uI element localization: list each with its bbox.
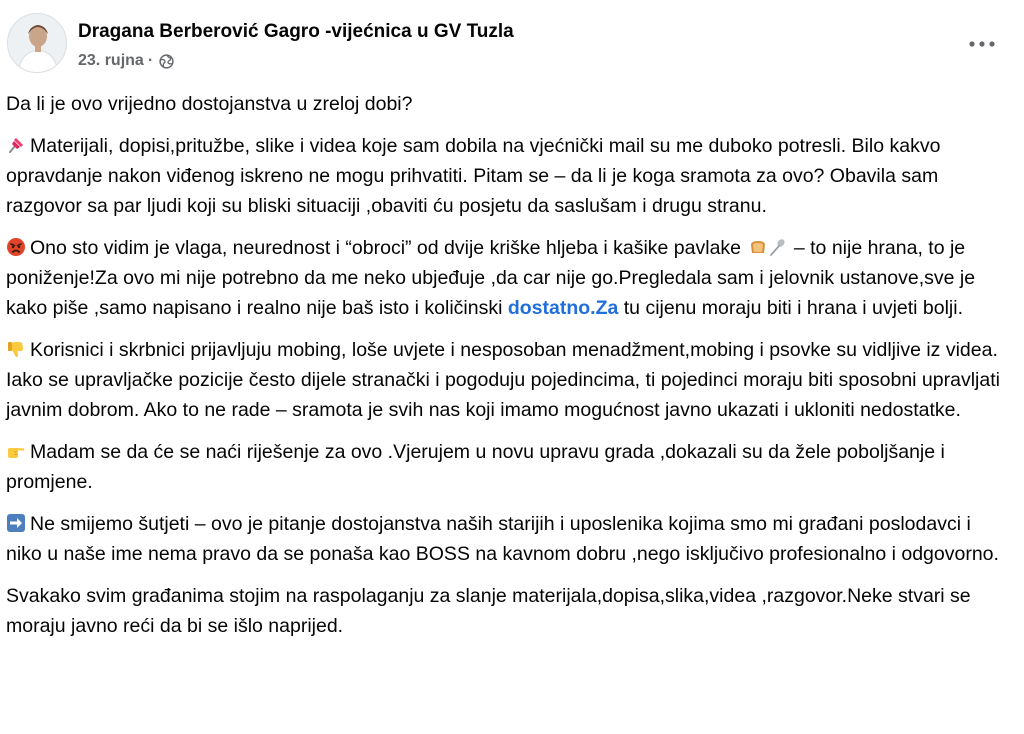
paragraph-text: Ono sto vidim je vlaga, neurednost i “obroci” od dvije kriške hljeba i kašike pavlake [30, 237, 742, 259]
post-body [6, 89, 1006, 653]
pushpin-icon [6, 135, 26, 155]
paragraph-text: Materijali, dopisi,pritužbe, slike i videa koje sam dobila na vjećnički mail su me duboko potresli. Bilo kakvo opravdanje nakon viđenog iskreno ne mogu prihvatiti. Pitam se – da li je koga sramota za ovo? Obavila sam razgovor sa par ljudi koji su bliski situaciji ,obaviti ću posjetu da saslušam i drugu stranu. [6, 135, 941, 217]
right-arrow-icon [6, 513, 26, 533]
paragraph-availability [6, 581, 1006, 641]
more-options-icon [969, 41, 995, 47]
hashtag-link[interactable]: dostatno.Za [507, 297, 619, 319]
paragraph-complaints [6, 335, 1006, 425]
globe-icon[interactable] [159, 54, 174, 69]
paragraph-hope [6, 437, 1006, 497]
paragraph-text: Svakako svim građanima stojim na raspolaganju za slanje materijala,dopisa,slika,videa ,razgovor.Neke stvari se moraju javno reći da bi se išlo naprijed. [6, 585, 971, 637]
post-date[interactable]: 23. rujna [78, 52, 144, 69]
paragraph-materials [6, 131, 1006, 221]
paragraph-text: tu cijenu moraju biti i hrana i uvjeti bolji. [618, 297, 964, 319]
post-meta [78, 52, 174, 70]
angry-face-icon [6, 237, 26, 257]
paragraph-text: Madam se da će se naći riješenje za ovo .Vjerujem u novu upravu grada ,dokazali su da žele poboljšanje i promjene. [6, 441, 945, 493]
paragraph-silence [6, 509, 1006, 569]
bread-icon [748, 237, 768, 257]
post-header [0, 0, 1024, 96]
paragraph-text: Da li je ovo vrijedno dostojanstva u zreloj dobi? [6, 93, 413, 115]
avatar-photo [8, 14, 67, 73]
thumbs-down-icon [6, 339, 26, 359]
paragraph-observation [6, 233, 1006, 323]
author-name[interactable]: Dragana Berberović Gagro -vijećnica u GV Tuzla [78, 21, 514, 42]
spoon-icon [768, 237, 788, 257]
more-options-button[interactable] [964, 32, 1000, 56]
paragraph-text: – to nije hrana, to je poniženje!Za ovo mi nije potrebno da me neko ubjeđuje ,da car nije go.Pregledala sam i jelovnik ustanove,sve je kako piše ,samo napisano i realno nije baš isto i količinski [6, 237, 976, 319]
paragraph-question [6, 89, 1006, 119]
pointing-right-icon [6, 441, 26, 461]
meta-separator: · [147, 52, 154, 69]
paragraph-text: Ne smijemo šutjeti – ovo je pitanje dostojanstva naših starijih i uposlenika kojima smo mi građani poslodavci i niko u naše ime nema pravo da se ponaša kao BOSS na kavnom dobru ,nego isključivo profesionalno i odgovorno. [6, 513, 999, 565]
avatar[interactable] [7, 13, 67, 73]
paragraph-text: Korisnici i skrbnici prijavljuju mobing, loše uvjete i nesposoban menadžment,mobing i psovke su vidljive iz videa. Iako se upravljačke pozicije često dijele stranački i pogoduju pojedincima, ti pojedinci moraju biti sposobni upravljati javnim dobrom. Ako to ne rade – sramota je svih nas koji imamo mogućnost javno ukazati i ukloniti nedostatke. [6, 339, 1000, 421]
